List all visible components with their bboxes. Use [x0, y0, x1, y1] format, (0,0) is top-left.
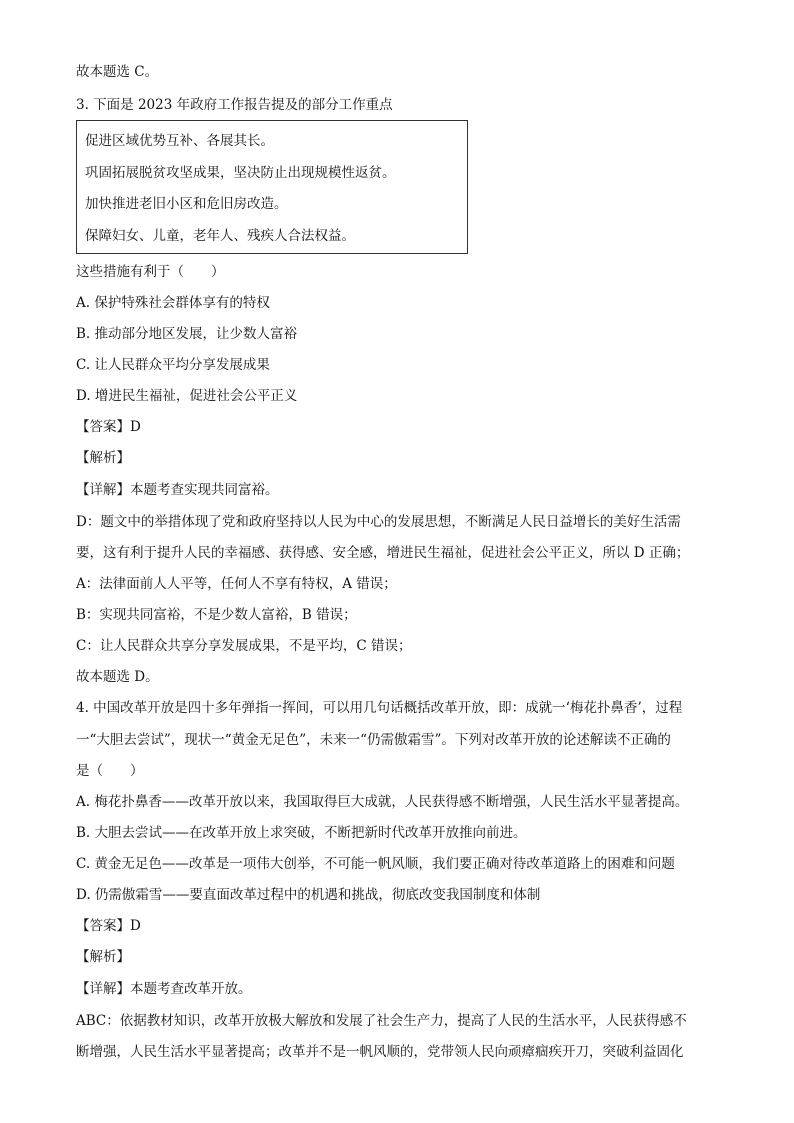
question-4-detail: 【详解】本题考查改革开放。 [76, 981, 252, 997]
question-4-explain-abc-2: 断增强，人民生活水平显著提高；改革并不是一帆风顺的，党带领人民向顽瘴痼疾开刀，突破利益固化 [76, 1044, 684, 1060]
policy-item: 促进区域优势互补、各展其长。 [85, 133, 274, 149]
question-3-explain-b: B：实现共同富裕，不是少数人富裕，B 错误； [76, 607, 357, 623]
policy-item: 加快推进老旧小区和危旧房改造。 [85, 196, 288, 212]
question-3-option-b: B. 推动部分地区发展，让少数人富裕 [76, 326, 298, 342]
policy-item: 巩固拓展脱贫攻坚成果，坚决防止出现规模性返贫。 [85, 165, 396, 181]
question-4-answer: 【答案】D [76, 918, 141, 934]
question-3-option-c: C. 让人民群众平均分享发展成果 [76, 357, 270, 373]
question-3-option-a: A. 保护特殊社会群体享有的特权 [76, 295, 270, 311]
question-4-stem-2: 一“大胆去尝试”，现状一“黄金无足色”，未来一“仍需傲霜雪”。下列对改革开放的论述解读不正确的 [76, 732, 671, 748]
question-3-explain-a: A：法律面前人人平等，任何人不享有特权，A 错误； [76, 576, 397, 592]
question-3-ask: 这些措施有利于（ ） [76, 264, 225, 280]
question-4-analysis-label: 【解析】 [76, 949, 130, 965]
question-4-stem-3: 是（ ） [76, 763, 144, 779]
question-4-option-c: C. 黄金无足色——改革是一项伟大创举，不可能一帆风顺，我们要正确对待改革道路上的困难和问题 [76, 856, 675, 872]
question-3-detail: 【详解】本题考查实现共同富裕。 [76, 482, 279, 498]
question-3-stem: 3. 下面是 2023 年政府工作报告提及的部分工作重点 [76, 97, 393, 113]
question-3-answer: 【答案】D [76, 419, 141, 435]
policy-item: 保障妇女、儿童，老年人、残疾人合法权益。 [85, 228, 355, 244]
question-3-explain-c: C：让人民群众共享分享发展成果，不是平均，C 错误； [76, 638, 412, 654]
question-3-option-d: D. 增进民生福祉，促进社会公平正义 [76, 388, 298, 404]
question-3-explain-d-1: D：题文中的举措体现了党和政府坚持以人民为中心的发展思想，不断满足人民日益增长的美好生活需 [76, 514, 681, 530]
question-3-analysis-label: 【解析】 [76, 450, 130, 466]
question-4-option-a: A. 梅花扑鼻香——改革开放以来，我国取得巨大成就，人民获得感不断增强，人民生活水平显著提高。 [76, 794, 689, 810]
question-4-explain-abc-1: ABC：依据教材知识，改革开放极大解放和发展了社会生产力，提高了人民的生活水平，人民获得感不 [76, 1013, 687, 1029]
question-4-option-b: B. 大胆去尝试——在改革开放上求突破，不断把新时代改革开放推向前进。 [76, 825, 527, 841]
question-4-stem-1: 4. 中国改革开放是四十多年弹指一挥间，可以用几句话概括改革开放，即：成就一‘梅花扑鼻香’，过程 [76, 700, 683, 716]
policy-box [76, 120, 468, 254]
question-4-option-d: D. 仍需傲霜雪——要直面改革过程中的机遇和挑战，彻底改变我国制度和体制 [76, 887, 541, 903]
question-3-explain-d-2: 要，这有利于提升人民的幸福感、获得感、安全感，增进民生福祉，促进社会公平正义，所以 D 正确； [76, 545, 690, 561]
prev-conclusion: 故本题选 C。 [76, 64, 159, 80]
question-3-conclusion: 故本题选 D。 [76, 669, 159, 685]
